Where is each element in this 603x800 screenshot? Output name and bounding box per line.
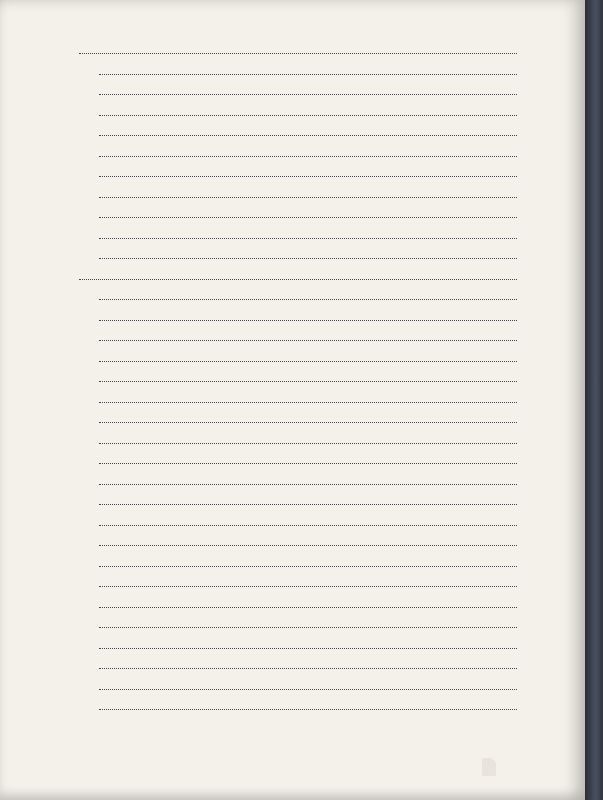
toc-entry [96,239,540,241]
toc-entry [96,485,540,487]
dot-leader [99,196,517,198]
toc-entry [96,710,540,712]
dot-leader [79,278,517,280]
toc-entry [96,669,540,671]
toc-entry [96,95,540,97]
toc-entry [96,587,540,589]
dot-leader [99,503,517,505]
toc-section-heading [76,54,540,56]
dot-leader [99,483,517,485]
dot-leader [99,298,517,300]
toc-entry [96,321,540,323]
toc-entry [96,423,540,425]
dot-leader [99,544,517,546]
dot-leader [99,565,517,567]
toc-entry [96,444,540,446]
toc-entry [96,362,540,364]
dot-leader [99,134,517,136]
dot-leader [79,52,517,54]
toc-entry [96,567,540,569]
toc-entry [96,341,540,343]
dot-leader [99,216,517,218]
toc-entry [96,526,540,528]
dot-leader [99,114,517,116]
toc-entry [96,628,540,630]
dot-leader [99,708,517,710]
toc-entry [96,177,540,179]
dot-leader [99,688,517,690]
dot-leader [99,462,517,464]
toc-entry [96,505,540,507]
toc-entry [96,690,540,692]
dot-leader [99,237,517,239]
toc-entry [96,608,540,610]
dot-leader [99,606,517,608]
dot-leader [99,626,517,628]
toc-entry [96,136,540,138]
dot-leader [99,401,517,403]
toc-entry [96,464,540,466]
dot-leader [99,647,517,649]
dot-leader [99,339,517,341]
toc-entry [96,546,540,548]
dot-leader [99,257,517,259]
dot-leader [99,175,517,177]
watermark-logo [482,752,572,782]
toc-entry [96,382,540,384]
toc-entry [96,300,540,302]
toc-entry [96,75,540,77]
dot-leader [99,93,517,95]
dot-leader [99,585,517,587]
dot-leader [99,319,517,321]
dot-leader [99,442,517,444]
book-binding-edge [585,0,603,800]
toc-entry [96,116,540,118]
dot-leader [99,155,517,157]
dot-leader [99,667,517,669]
labirint-logo-icon [482,758,496,776]
dot-leader [99,73,517,75]
toc-entry [96,259,540,261]
dot-leader [99,360,517,362]
toc-entry [96,157,540,159]
toc-entry [96,403,540,405]
dot-leader [99,421,517,423]
toc-entry [96,218,540,220]
toc-entry [96,198,540,200]
dot-leader [99,524,517,526]
toc-section-heading [76,280,540,282]
dot-leader [99,380,517,382]
toc-entry [96,649,540,651]
